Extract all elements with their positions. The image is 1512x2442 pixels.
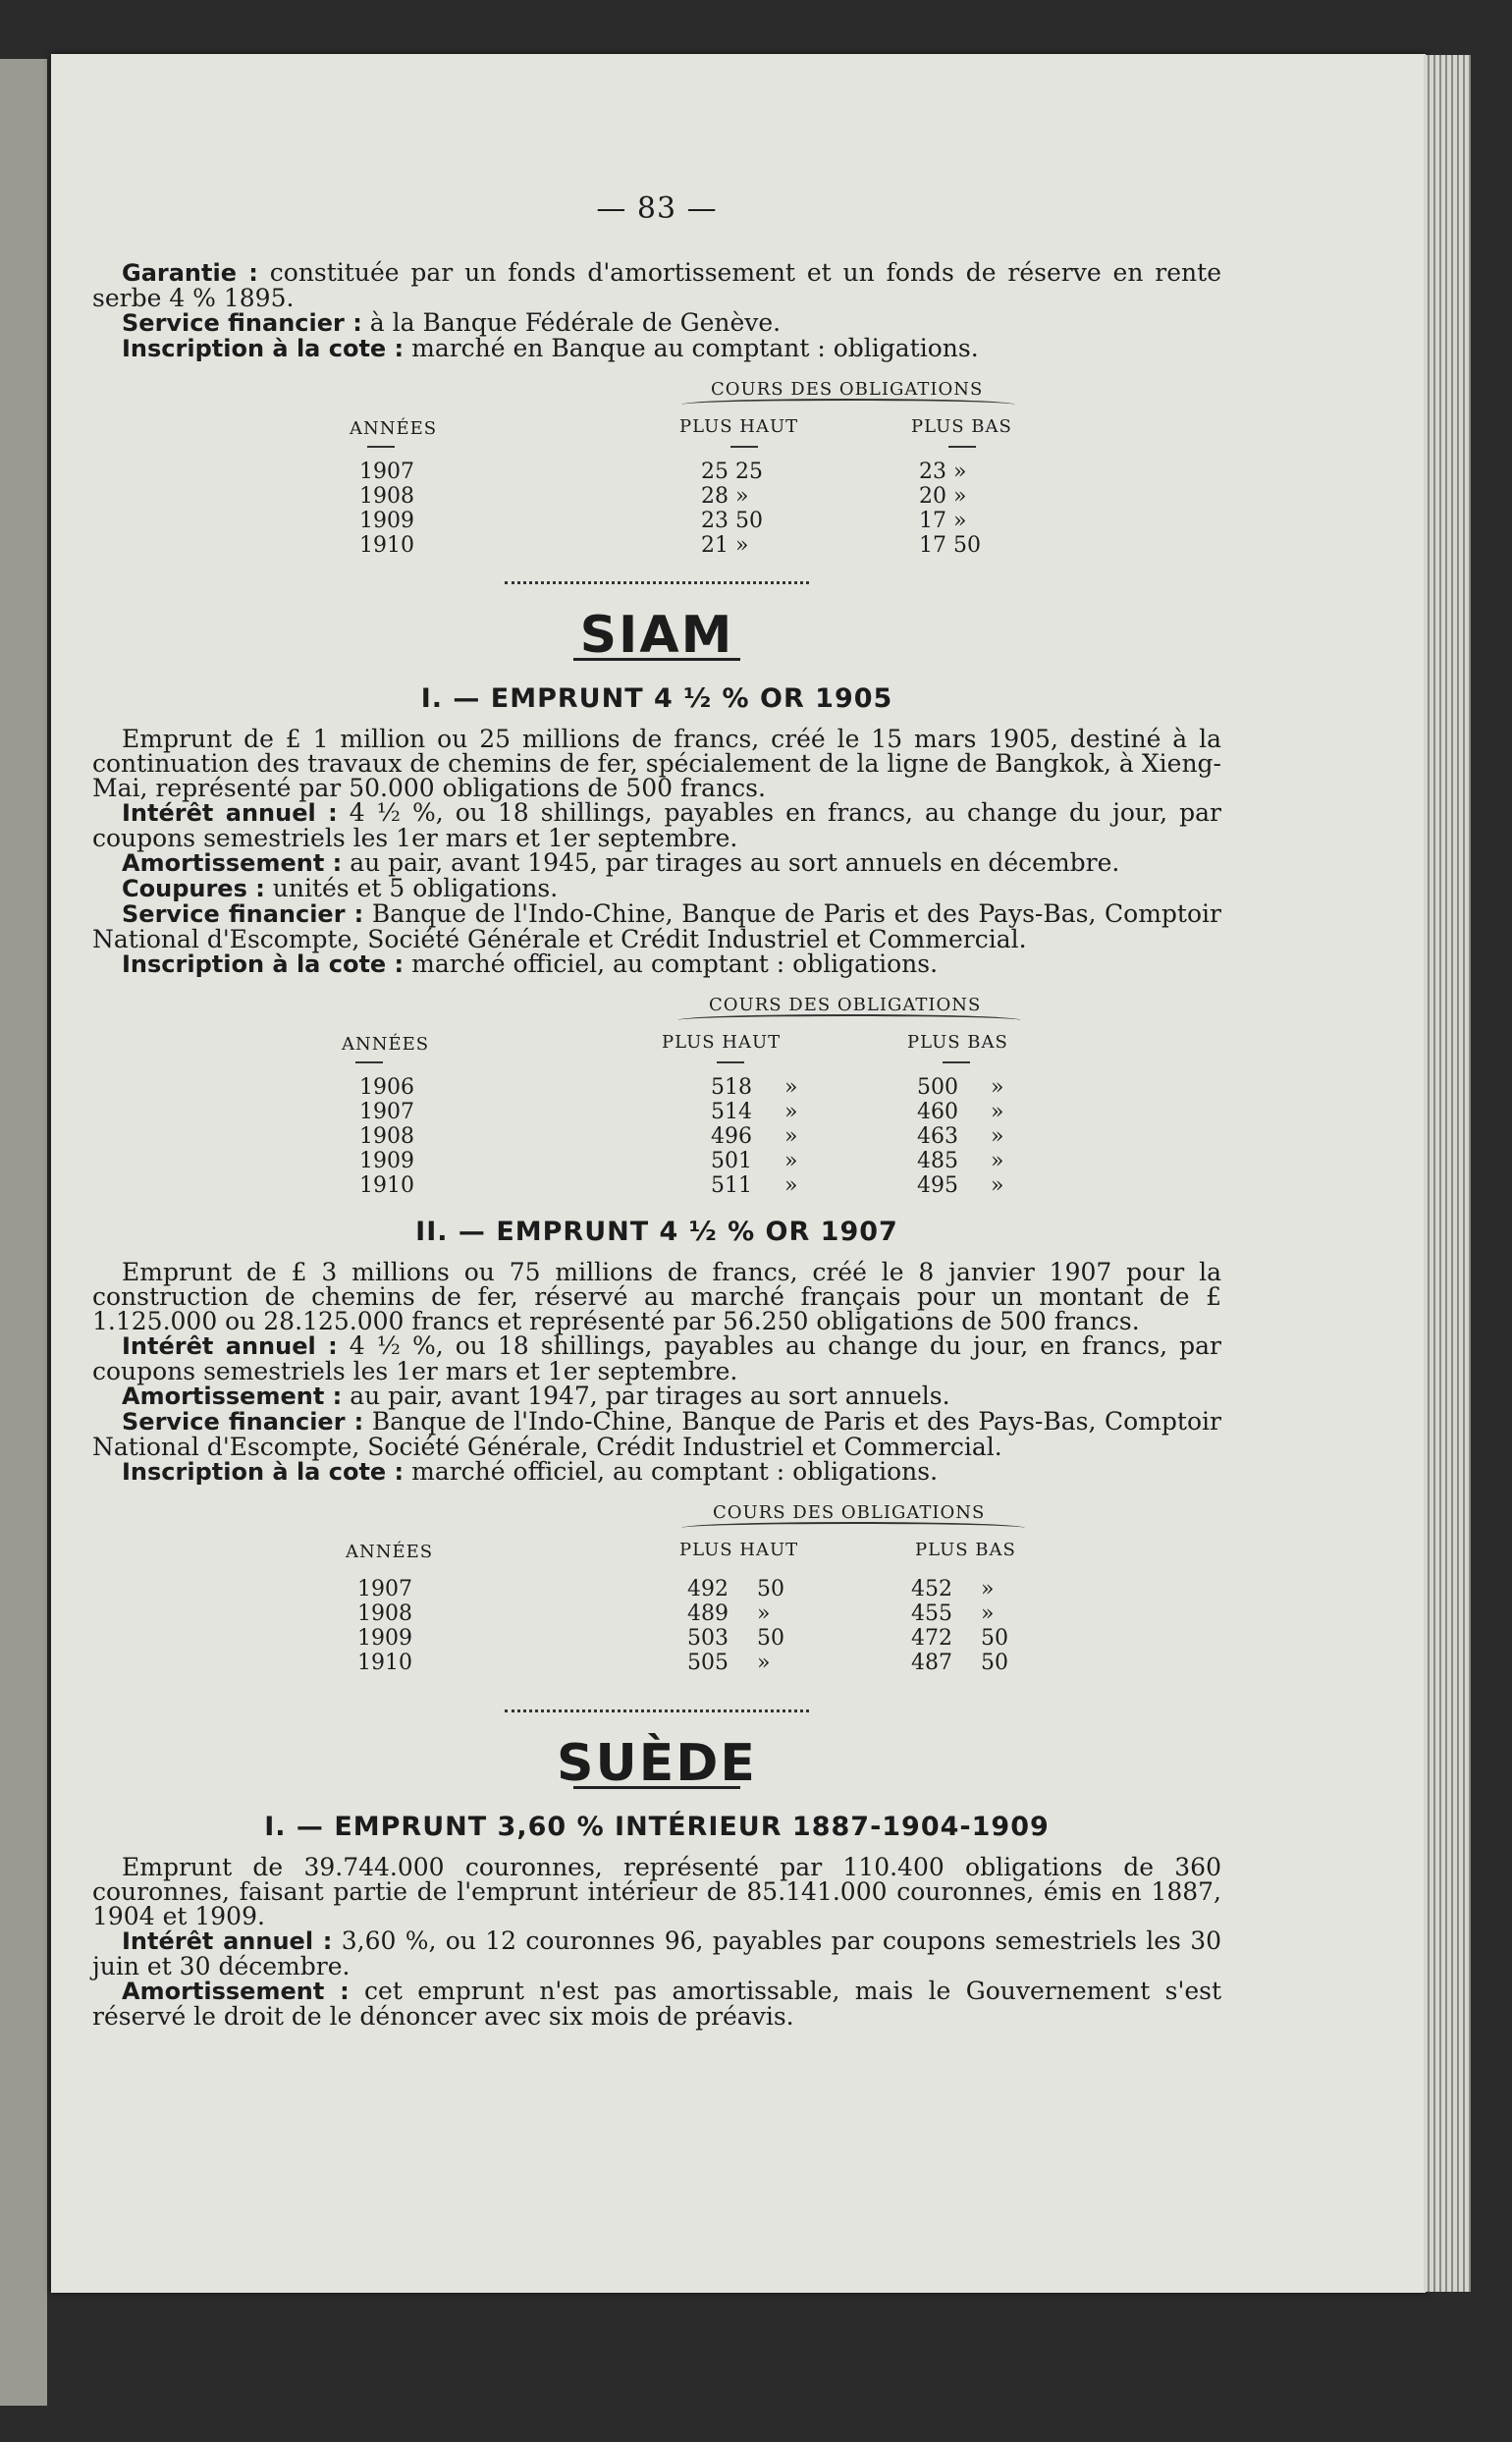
suede-intro: Emprunt de 39.744.000 couronnes, représenté par 110.400 obligations de 360 couronnes, faisant partie de l'emprunt intérieur de 85.141.000 couronnes, émis en 1887, 1904 et 1909. (92, 1853, 1221, 1930)
suede-interet: Intérêt annuel : 3,60 %, ou 12 couronnes 96, payables par coupons semestriels les 30 juin et 30 décembre. (92, 1926, 1222, 1981)
loan-1905-intro: Emprunt de £ 1 million ou 25 millions de francs, créé le 15 mars 1905, destiné à la continuation des travaux de chemins de fer, spécialement de la ligne de Bangkok, à Xieng-Mai, représenté par 50.000 obligations de 500 francs. (92, 725, 1221, 802)
plus-haut-column (687, 1577, 784, 1675)
table-cell: 518 » (711, 1075, 798, 1100)
table-cell: 501 » (711, 1149, 798, 1173)
table-cell: 492 50 (687, 1577, 784, 1601)
header-plus-bas: PLUS BAS (915, 1540, 1016, 1560)
table-cell: 1910 (359, 533, 414, 558)
header-cours: COURS DES OBLIGATIONS (711, 379, 984, 400)
table-cell: 20 » (919, 484, 967, 509)
table-cell: 463 » (917, 1124, 1004, 1149)
table-cell: 1909 (359, 1149, 414, 1173)
header-plus-haut: PLUS HAUT (679, 416, 799, 437)
header-brace (677, 1014, 1021, 1026)
table-cell: 1906 (359, 1075, 414, 1100)
years-column (359, 460, 414, 558)
serbia-inscription: Inscription à la cote : marché en Banque au comptant : obligations. (122, 334, 979, 362)
table-cell: 1908 (359, 484, 414, 509)
loan-heading-1907: II. — EMPRUNT 4 ½ % OR 1907 (415, 1217, 898, 1247)
header-plus-bas: PLUS BAS (911, 416, 1012, 437)
facing-page-edge (0, 59, 47, 2406)
serbia-garantie: Garantie : constituée par un fonds d'amortissement et un fonds de réserve en rente serbe 4 % 1895. (92, 258, 1221, 312)
loan-1907-interet: Intérêt annuel : 4 ½ %, ou 18 shillings, payables au change du jour, en francs, par coupons semestriels les 1er mars et 1er septembre. (92, 1331, 1222, 1385)
table-cell: 1909 (359, 509, 414, 533)
table-cell: 500 » (917, 1075, 1004, 1100)
table-cell: 514 » (711, 1100, 798, 1124)
table-cell: 505 » (687, 1651, 771, 1675)
dash (355, 1061, 383, 1063)
table-cell: 495 » (917, 1173, 1004, 1198)
table-cell: 487 50 (911, 1651, 1008, 1675)
page-stack-edge (1424, 55, 1471, 2292)
header-cours: COURS DES OBLIGATIONS (709, 995, 982, 1015)
quotes-table-serbia (92, 375, 1221, 562)
ornament-divider (505, 571, 809, 584)
header-annees: ANNÉES (346, 1542, 434, 1562)
header-brace (681, 1522, 1025, 1534)
table-cell: 17 » (919, 509, 967, 533)
loan-1905-service: Service financier : Banque de l'Indo-Chine, Banque de Paris et des Pays-Bas, Comptoir National d'Escompte, Société Générale et Crédit Industriel et Commercial. (92, 899, 1221, 953)
serbia-service: Service financier : à la Banque Fédérale de Genève. (122, 308, 782, 337)
table-cell: 1909 (357, 1626, 412, 1651)
dash (367, 446, 395, 448)
suede-amortissement: Amortissement : cet emprunt n'est pas amortissable, mais le Gouvernement s'est réservé le droit de le dénoncer avec six mois de préavis. (92, 1977, 1221, 2031)
loan-1905-inscription: Inscription à la cote : marché officiel, au comptant : obligations. (122, 950, 939, 978)
table-cell: 489 » (687, 1601, 771, 1626)
years-column (359, 1075, 414, 1198)
dash (943, 1061, 970, 1063)
plus-haut-column (711, 1075, 797, 1198)
table-cell: 23 50 (701, 509, 763, 533)
header-plus-haut: PLUS HAUT (679, 1540, 799, 1560)
header-cours: COURS DES OBLIGATIONS (713, 1502, 986, 1523)
table-cell: 511 » (711, 1173, 798, 1198)
table-cell: 496 » (711, 1124, 798, 1149)
table-cell: 485 » (917, 1149, 1004, 1173)
plus-bas-column (911, 1577, 1008, 1675)
dash (717, 1061, 744, 1063)
table-cell: 23 » (919, 460, 967, 484)
section-title-suede: SUÈDE (557, 1734, 757, 1793)
table-cell: 452 » (911, 1577, 995, 1601)
header-annees: ANNÉES (342, 1034, 430, 1055)
quotes-table-1907 (92, 1498, 1221, 1690)
table-cell: 455 » (911, 1601, 995, 1626)
table-cell: 17 50 (919, 533, 981, 558)
table-cell: 1907 (359, 460, 414, 484)
table-cell: 1908 (357, 1601, 412, 1626)
plus-haut-column (701, 460, 763, 558)
plus-bas-column (919, 460, 981, 558)
header-annees: ANNÉES (350, 418, 438, 439)
table-cell: 460 » (917, 1100, 1004, 1124)
dash (948, 446, 976, 448)
ornament-divider (505, 1700, 809, 1712)
loan-1907-inscription: Inscription à la cote : marché officiel, au comptant : obligations. (122, 1457, 939, 1486)
table-cell: 472 50 (911, 1626, 1008, 1651)
table-cell: 1910 (359, 1173, 414, 1198)
loan-heading-1905: I. — EMPRUNT 4 ½ % OR 1905 (420, 683, 893, 714)
header-plus-bas: PLUS BAS (907, 1032, 1008, 1053)
table-cell: 503 50 (687, 1626, 784, 1651)
table-cell: 21 » (701, 533, 749, 558)
table-cell: 1908 (359, 1124, 414, 1149)
quotes-table-1905 (92, 991, 1221, 1202)
table-cell: 25 25 (701, 460, 763, 484)
table-cell: 1907 (359, 1100, 414, 1124)
section-title-siam: SIAM (579, 606, 734, 665)
plus-bas-column (917, 1075, 1003, 1198)
dash (730, 446, 758, 448)
table-cell: 1910 (357, 1651, 412, 1675)
loan-heading-suede: I. — EMPRUNT 3,60 % INTÉRIEUR 1887-1904-1909 (264, 1812, 1050, 1842)
loan-1905-amortissement: Amortissement : au pair, avant 1945, par tirages au sort annuels en décembre. (122, 848, 1120, 877)
table-cell: 28 » (701, 484, 749, 509)
page-number: — 83 — (596, 191, 718, 226)
loan-1907-intro: Emprunt de £ 3 millions ou 75 millions de francs, créé le 8 janvier 1907 pour la construction de chemins de fer, réservé au marché français pour un montant de £ 1.125.000 ou 28.125.000 francs et représenté par 56.250 obligations de 500 francs. (92, 1258, 1221, 1335)
loan-1905-interet: Intérêt annuel : 4 ½ %, ou 18 shillings, payables en francs, au change du jour, par coupons semestriels les 1er mars et 1er septembre. (92, 798, 1222, 852)
loan-1905-coupures: Coupures : unités et 5 obligations. (122, 874, 559, 902)
header-plus-haut: PLUS HAUT (662, 1032, 782, 1053)
loan-1907-service: Service financier : Banque de l'Indo-Chine, Banque de Paris et des Pays-Bas, Comptoir National d'Escompte, Société Générale, Crédit Industriel et Commercial. (92, 1407, 1221, 1461)
years-column (357, 1577, 412, 1675)
header-brace (681, 399, 1015, 410)
page-content (92, 191, 1222, 2031)
table-cell: 1907 (357, 1577, 412, 1601)
loan-1907-amortissement: Amortissement : au pair, avant 1947, par tirages au sort annuels. (122, 1382, 950, 1410)
